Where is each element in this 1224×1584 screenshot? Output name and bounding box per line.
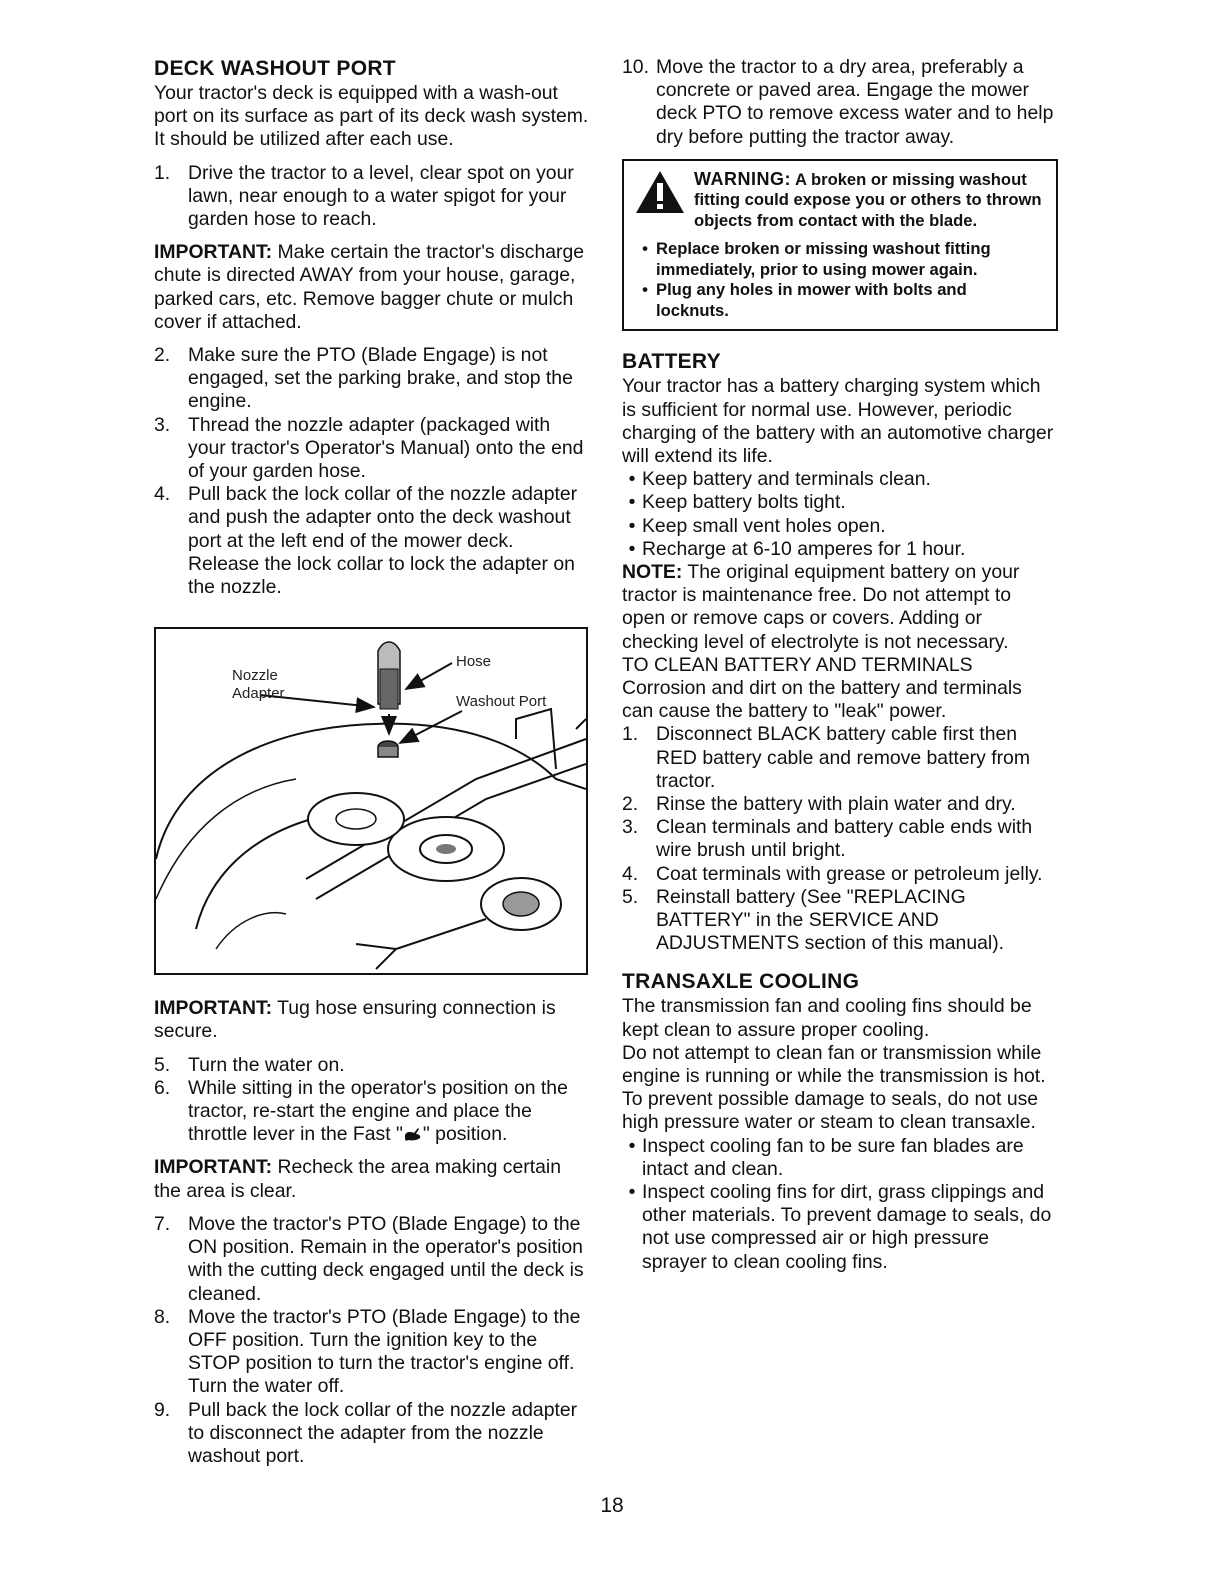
clean-battery-heading: TO CLEAN BATTERY AND TERMINALS [622, 653, 973, 676]
note-text: The original equipment battery on your tractor is maintenance free. Do not attempt to open or remove caps or covers. Adding or checking level of electrolyte is not necessary. [622, 560, 1020, 653]
transaxle-paragraph-1: The transmission fan and cooling fins should be kept clean to assure proper cooling. [622, 995, 1032, 1041]
bullet-marker: • [642, 280, 648, 300]
warning-box [622, 159, 1058, 332]
important-note-1 [154, 241, 590, 334]
step-number: 6. [154, 1076, 171, 1099]
mower-deck-illustration [156, 629, 586, 973]
step-text: Drive the tractor to a level, clear spot on your lawn, near enough to a water spigot for your garden hose to reach. [188, 161, 574, 231]
warning-body: A broken or missing washout fitting could expose you or others to thrown objects from contact with the blade. [694, 169, 1042, 230]
battery-bullet-text: Keep battery bolts tight. [642, 491, 846, 514]
step-number: 2. [622, 792, 639, 815]
step-text: Reinstall battery (See "REPLACING BATTERY" in the SERVICE AND ADJUSTMENTS section of this manual). [656, 885, 1005, 955]
step-number: 5. [622, 885, 639, 908]
warning-triangle-icon [634, 169, 694, 221]
step-number: 3. [622, 816, 639, 839]
warning-bullet [634, 280, 1044, 321]
important-text: Make certain the tractor's discharge chute is directed AWAY from your house, garage, parked cars, etc. Remove bagger chute or mulch cover if attached. [154, 241, 585, 333]
important-label: IMPORTANT: [154, 241, 273, 264]
step-text: Move the tractor's PTO (Blade Engage) to the ON position. Remain in the operator's position with the cutting deck engaged until the deck is cleaned. [188, 1212, 584, 1305]
left-column [154, 56, 590, 1468]
step-text: Disconnect BLACK battery cable first then RED battery cable and remove battery from tractor. [656, 723, 1030, 792]
figure-label-hose: Hose [456, 653, 492, 671]
intro-paragraph: Your tractor's deck is equipped with a wash-out port on its surface as part of its deck wash system. It should be utilized after each use. [154, 82, 589, 151]
battery-intro: Your tractor has a battery charging system which is sufficient for normal use. However, periodic charging of the battery with an automotive charger will extend its life. [622, 375, 1054, 467]
step-2 [154, 344, 590, 414]
page-number: 18 [600, 1494, 624, 1517]
important-label: IMPORTANT: [154, 997, 273, 1020]
step-9 [154, 1399, 590, 1469]
step-number: 2. [154, 344, 171, 367]
step-number: 4. [154, 483, 171, 506]
step-number: 5. [154, 1053, 171, 1076]
washout-port-figure [154, 627, 588, 975]
bullet-marker: • [628, 1134, 636, 1157]
step-text: Clean terminals and battery cable ends with wire brush until bright. [656, 816, 1033, 862]
step-7 [154, 1213, 590, 1306]
step-text: Make sure the PTO (Blade Engage) is not engaged, set the parking brake, and stop the engine. [188, 344, 573, 413]
battery-note [622, 561, 1058, 654]
step-number: 10. [622, 56, 649, 78]
transaxle-bullet [622, 1181, 1058, 1274]
battery-bullet [622, 515, 1058, 538]
warning-header [634, 169, 1044, 232]
battery-bullet-text: Keep small vent holes open. [642, 514, 886, 537]
step-4 [154, 483, 590, 599]
step-8 [154, 1306, 590, 1399]
battery-bullet [622, 468, 1058, 491]
note-label: NOTE: [622, 560, 683, 583]
figure-label-adapter: Adapter [232, 685, 285, 703]
important-label: IMPORTANT: [154, 1156, 273, 1179]
warning-bullet-text: Replace broken or missing washout fitting immediately, prior to using mower again. [656, 239, 991, 279]
transaxle-bullet-text: Inspect cooling fins for dirt, grass clippings and other materials. To prevent damage to seals, do not use compressed air or high pressure sprayer to clean cooling fins. [642, 1181, 1052, 1273]
battery-heading: BATTERY [622, 350, 721, 374]
step-text: Pull back the lock collar of the nozzle adapter and push the adapter onto the deck washout port at the left end of the mower deck. Release the lock collar to lock the adapter on the nozzle. [188, 483, 578, 599]
step-number: 7. [154, 1212, 171, 1235]
figure-label-nozzle: Nozzle [232, 667, 278, 685]
step-3 [154, 414, 590, 484]
battery-step-5 [622, 886, 1058, 956]
battery-step-1 [622, 723, 1058, 793]
transaxle-bullet-text: Inspect cooling fan to be sure fan blades are intact and clean. [642, 1134, 1024, 1180]
bullet-marker: • [642, 239, 648, 259]
transaxle-cooling-heading: TRANSAXLE COOLING [622, 970, 860, 994]
step-number: 8. [154, 1305, 171, 1328]
step-text-before-icon: While sitting in the operator's position on the tractor, re-start the engine and place the throttle lever in the Fast " [188, 1076, 568, 1146]
step-number: 3. [154, 413, 171, 436]
figure-label-washout-port: Washout Port [456, 693, 547, 711]
step-text: Pull back the lock collar of the nozzle adapter to disconnect the adapter from the nozzle washout port. [188, 1398, 578, 1467]
bullet-marker: • [628, 514, 636, 537]
battery-bullet [622, 538, 1058, 561]
transaxle-bullet [622, 1135, 1058, 1181]
bullet-marker: • [628, 468, 636, 491]
important-note-3 [154, 1156, 590, 1202]
step-number: 1. [622, 723, 639, 746]
battery-bullet-text: Keep battery and terminals clean. [642, 468, 931, 491]
clean-battery-intro: Corrosion and dirt on the battery and terminals can cause the battery to "leak" power. [622, 676, 1022, 723]
step-text [188, 1077, 590, 1147]
warning-bullet-text: Plug any holes in mower with bolts and locknuts. [656, 280, 967, 320]
deck-washout-port-heading: DECK WASHOUT PORT [154, 57, 396, 80]
step-number: 1. [154, 161, 171, 184]
battery-bullet-text: Recharge at 6-10 amperes for 1 hour. [642, 537, 966, 560]
bullet-marker: • [628, 491, 636, 514]
step-text: Move the tractor to a dry area, preferably a concrete or paved area. Engage the mower deck PTO to remove excess water and to help dry before putting the tractor away. [656, 56, 1054, 148]
important-text: Tug hose ensuring connection is secure. [154, 997, 556, 1043]
step-text: Move the tractor's PTO (Blade Engage) to the OFF position. Turn the ignition key to the STOP position to turn the tractor's engine off. Turn the water off. [188, 1305, 581, 1398]
step-text: Coat terminals with grease or petroleum jelly. [656, 862, 1043, 885]
important-text: Recheck the area making certain the area is clear. [154, 1156, 561, 1202]
important-note-2 [154, 997, 590, 1043]
warning-title: WARNING: [694, 168, 791, 189]
battery-step-2 [622, 793, 1058, 816]
step-number: 9. [154, 1398, 171, 1421]
transaxle-paragraph-2: Do not attempt to clean fan or transmission while engine is running or while the transmission is hot. To prevent possible damage to seals, do not use high pressure water or steam to clean transaxle. [622, 1041, 1046, 1134]
battery-step-4 [622, 863, 1058, 886]
right-column [622, 56, 1058, 1274]
step-number: 4. [622, 862, 639, 885]
step-text-after-icon: " position. [422, 1123, 508, 1146]
step-1 [154, 162, 590, 232]
bullet-marker: • [628, 537, 636, 560]
step-text: Thread the nozzle adapter (packaged with your tractor's Operator's Manual) onto the end of your garden hose. [188, 413, 584, 483]
step-text: Turn the water on. [188, 1053, 345, 1076]
step-10 [622, 56, 1058, 149]
rabbit-fast-icon [403, 1126, 423, 1142]
step-text: Rinse the battery with plain water and dry. [656, 792, 1016, 815]
bullet-marker: • [628, 1181, 636, 1204]
battery-step-3 [622, 816, 1058, 862]
warning-text [694, 169, 1044, 232]
warning-bullet [634, 239, 1044, 280]
battery-bullet [622, 491, 1058, 514]
step-5 [154, 1054, 590, 1077]
step-6 [154, 1077, 590, 1147]
